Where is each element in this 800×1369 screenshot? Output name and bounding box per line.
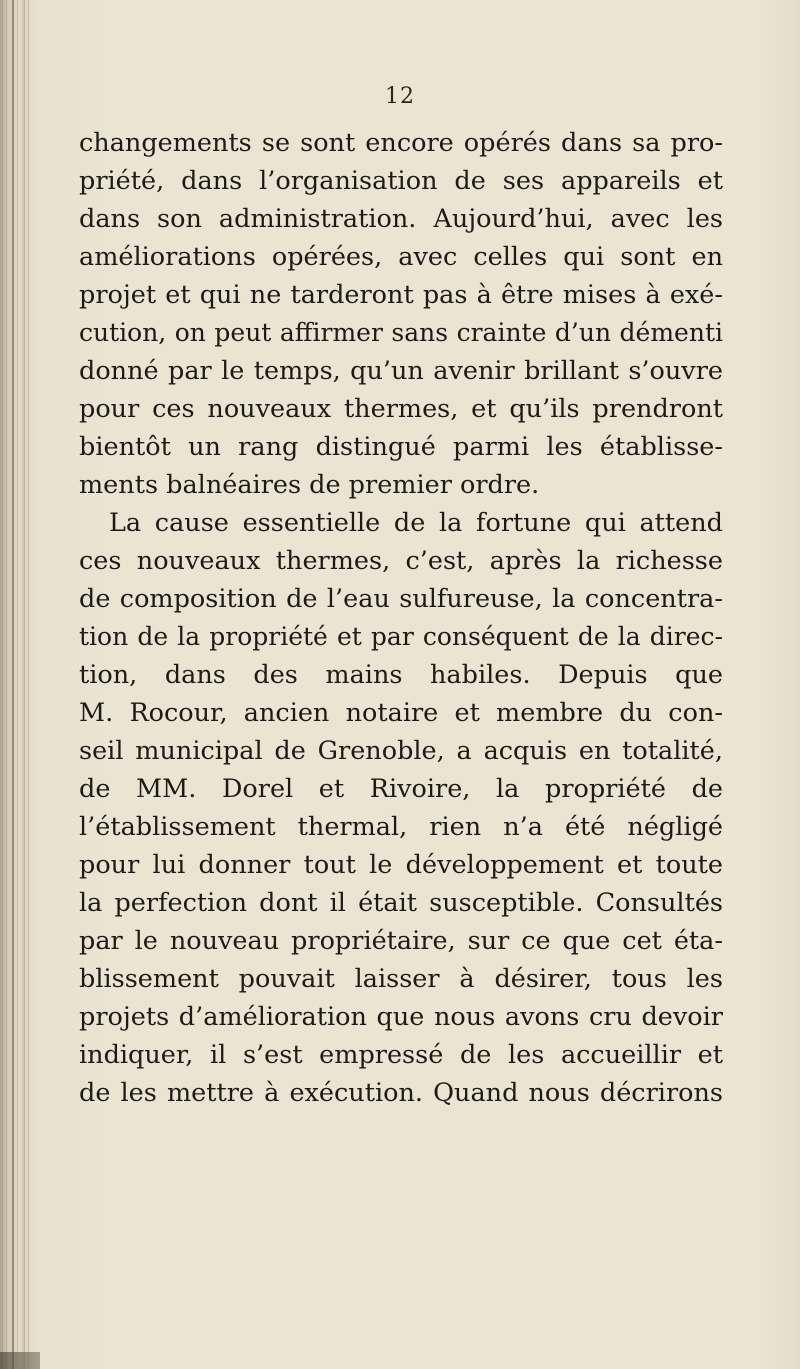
text-line: pour lui donner tout le développement et toute bbox=[79, 850, 723, 880]
text-line: bientôt un rang distingué parmi les établisse- bbox=[79, 432, 723, 462]
text-line: blissement pouvait laisser à désirer, tous les bbox=[79, 964, 723, 994]
text-line: l’établissement thermal, rien n’a été négligé bbox=[79, 812, 723, 842]
page-corner-shadow bbox=[0, 1352, 40, 1369]
text-line: changements se sont encore opérés dans sa pro- bbox=[79, 128, 723, 158]
paragraph-start-line: La cause essentielle de la fortune qui attend bbox=[109, 508, 723, 538]
text-line: de les mettre à exécution. Quand nous décrirons bbox=[79, 1078, 723, 1108]
text-line: priété, dans l’organisation de ses appareils et bbox=[79, 166, 723, 196]
text-line: de composition de l’eau sulfureuse, la concentra- bbox=[79, 584, 723, 614]
text-line: la perfection dont il était susceptible. Consultés bbox=[79, 888, 723, 918]
text-line: par le nouveau propriétaire, sur ce que cet éta- bbox=[79, 926, 723, 956]
text-line: de MM. Dorel et Rivoire, la propriété de bbox=[79, 774, 723, 804]
text-line: projet et qui ne tarderont pas à être mises à exé- bbox=[79, 280, 723, 310]
text-line: améliorations opérées, avec celles qui sont en bbox=[79, 242, 723, 272]
gutter-shadow bbox=[0, 0, 12, 1369]
text-line: ces nouveaux thermes, c’est, après la richesse bbox=[79, 546, 723, 576]
body-text bbox=[79, 124, 723, 1112]
text-line: projets d’amélioration que nous avons cru devoir bbox=[79, 1002, 723, 1032]
text-line: tion de la propriété et par conséquent de la direc- bbox=[79, 622, 723, 651]
page-number: 12 bbox=[385, 84, 415, 109]
text-line: cution, on peut affirmer sans crainte d’un démenti bbox=[79, 318, 723, 347]
text-line: M. Rocour, ancien notaire et membre du con- bbox=[79, 698, 723, 728]
text-line: dans son administration. Aujourd’hui, avec les bbox=[79, 204, 723, 234]
paragraph-end-line: ments balnéaires de premier ordre. bbox=[79, 470, 540, 500]
text-line: indiquer, il s’est empressé de les accueillir et bbox=[79, 1040, 723, 1070]
text-line: pour ces nouveaux thermes, et qu’ils prendront bbox=[79, 394, 723, 424]
gutter-line bbox=[12, 0, 14, 1369]
text-line: seil municipal de Grenoble, a acquis en totalité, bbox=[79, 736, 723, 766]
text-line: tion, dans des mains habiles. Depuis que bbox=[79, 660, 723, 690]
text-line: donné par le temps, qu’un avenir brillant s’ouvre bbox=[79, 356, 723, 386]
